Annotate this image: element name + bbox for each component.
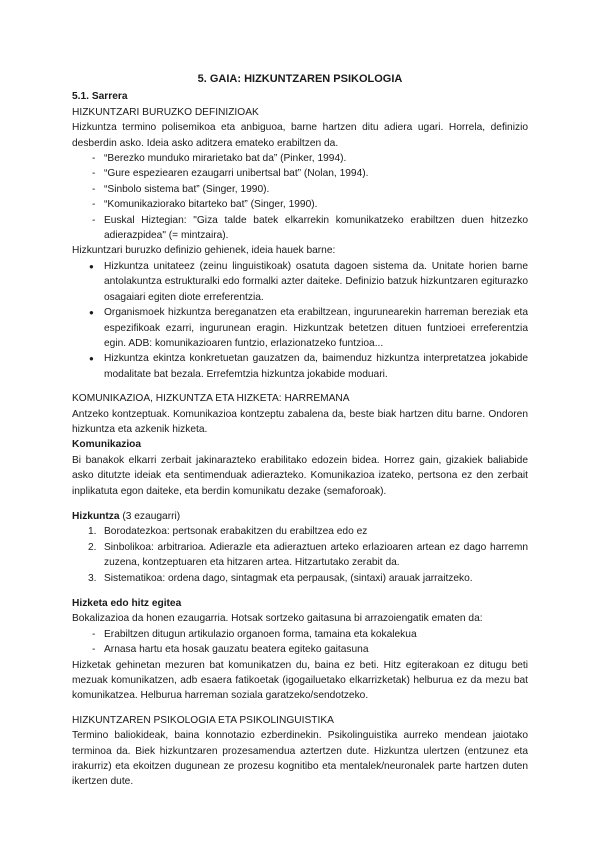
list-text: Sinbolikoa: arbitrarioa. Adierazle eta adieraztuen arteko erlazioaren artean ez dago harremn zuzena, kontzeptuaren eta hitzaren artea. Hitzartutako zerabit da. — [104, 541, 528, 569]
list-number: 3. — [88, 572, 97, 584]
list-number: 2. — [88, 541, 97, 553]
section-heading-sarrera: 5.1. Sarrera — [72, 91, 128, 103]
heading-hizketa: Hizketa edo hitz egitea — [72, 598, 182, 609]
list-item: - Euskal Hiztegian: "Giza talde batek elkarrekin komunikatzeko erabiltzen duen hitzezko adierazpidea" (= mintzaira). — [72, 213, 528, 244]
list-item: - “Komunikaziorako bitarteko bat” (Singer, 1990). — [72, 197, 528, 212]
paragraph-ideas-intro: Hizkuntzari buruzko definizio gehienek, ideia hauek barne: — [72, 245, 336, 257]
list-number: 1. — [88, 526, 97, 538]
subheading-definizioak: HIZKUNTZARI BURUZKO DEFINIZIOAK — [72, 106, 259, 118]
list-item — [72, 571, 528, 586]
list-item: - Arnasa hartu eta hosak gauzatu beatera egiteko gaitasuna — [72, 642, 528, 657]
document-page — [72, 72, 528, 790]
paragraph-hizketa: Bokalizazioa da honen ezaugarria. Hotsak sortzeko gaitasuna bi arrazoiengatik ematen da: — [72, 613, 483, 625]
list-item — [72, 524, 528, 539]
heading-komunikazioa: Komunikazioa — [72, 439, 142, 451]
list-item: - “Berezko munduko mirarietako bat da” (Pinker, 1994). — [72, 151, 528, 166]
list-item: - Erabiltzen ditugun artikulazio organoen forma, tamaina eta kokalekua — [72, 627, 528, 642]
section-heading-harremana: KOMUNIKAZIOA, HIZKUNTZA ETA HIZKETA: HARREMANA — [72, 393, 350, 405]
paragraph-harremana-intro: Antzeko kontzeptuak. Komunikazioa kontzeptu zabalena da, beste biak hartzen ditu barne. Ondoren hizkuntza eta azkenik hizketa. — [72, 408, 528, 435]
hizketa-list — [72, 627, 528, 658]
hizkuntza-features-list — [72, 524, 528, 586]
list-text: Borodatezkoa: pertsonak erabakitzen du erabiltzea edo ez — [104, 526, 368, 538]
paragraph-komunikazioa: Bi banakok elkarri zerbait jakinarazteko erabilitako edozein bidea. Horrez gain, gizakiek baliabide asko ditutzte ideiak eta sentimenduak adierazteko. Komunikazioa izateko, pertsona ez den zerbait inplikatuta egon daiteke, eta berdin komunikatu dezake (semaforoak). — [72, 454, 528, 497]
list-item: ● Hizkuntza unitateez (zeinu linguistikoak) osatuta dagoen sistema da. Unitate horien barne antolakuntza estrukturalki edo formalki azter daiteke. Definizio batzuk hizkuntzaren egiturazko osagaiari egiten diote erreferentzia. — [72, 259, 528, 305]
section-heading-psikolinguistika: HIZKUNTZAREN PSIKOLOGIA ETA PSIKOLINGUISTIKA — [72, 714, 334, 726]
definitions-list — [72, 151, 528, 243]
list-item: - “Gure espeziearen ezaugarri unibertsal bat” (Nolan, 1994). — [72, 166, 528, 181]
paragraph-intro: Hizkuntza termino polisemikoa eta anbiguoa, barne hartzen ditu adiera ugari. Horrela, definizio desberdin asko. Ideia asko aditzera emateko erabiltzen da. — [72, 122, 528, 149]
list-item: ● Organismoek hizkuntza bereganatzen eta erabiltzean, ingurunearekin harreman bereziak eta espezifikoak ezarri, ingurunean eragin. Hizkuntzak betetzen dituen funtzioei erreferentzia egin. ADB: komunikazioaren funtzio, erlazionatzeko funtzioa... — [72, 305, 528, 351]
heading-hizkuntza-line — [72, 509, 528, 524]
heading-hizkuntza-note: (3 ezaugarri) — [119, 510, 181, 522]
list-text: Sistematikoa: ordena dago, sintagmak eta perpausak, (sintaxi) arauak jarraitzeko. — [104, 572, 473, 584]
list-item — [72, 540, 528, 571]
paragraph-psikolinguistika: Termino baliokideak, baina konnotazio ezberdinekin. Psikolinguistika aurreko mendean jaiotako terminoa da. Biek hizkuntzaren prozesamendua aztertzen dute. Hizkuntza ulertzen (entzunez eta irakurriz) eta ekoitzen dugunean ze prozesu kognitibo eta mentalek/neuronalek parte hartzen duten ikertzen dute. — [72, 730, 528, 788]
heading-hizkuntza: Hizkuntza — [72, 510, 120, 522]
page-title: 5. GAIA: HIZKUNTZAREN PSIKOLOGIA — [197, 73, 403, 85]
paragraph-hizketa-after: Hizketak gehinetan mezuren bat komunikatzen du, baina ez beti. Hitz egiterakoan ez ditugu beti mezuak komunikatzen, adb esaera fatikoetak (igogailuetako elkarrizketak) helburua ez da mezu bat komunikatzea. Helburua harreman soziala garatzeko/sendotzeko. — [72, 659, 528, 702]
list-item: - “Sinbolo sistema bat” (Singer, 1990). — [72, 182, 528, 197]
ideas-list — [72, 259, 528, 382]
list-item: ● Hizkuntza ekintza konkretuetan gauzatzen da, baimenduz hizkuntza interpretatzea jokabide modalitate bat bezala. Errefemtzia hizkuntza jokabide moduari. — [72, 351, 528, 382]
